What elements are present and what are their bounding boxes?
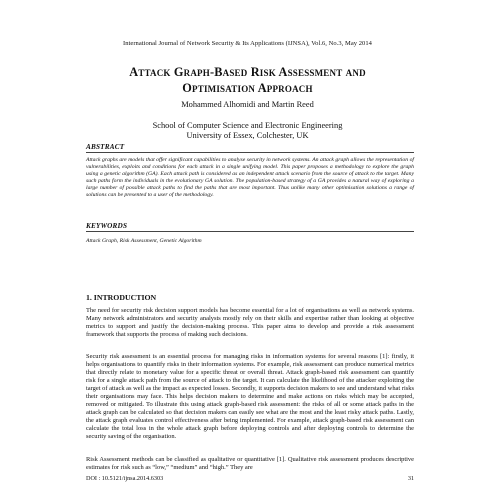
affiliation (0, 121, 495, 141)
keywords-body: Attack Graph, Risk Assessment, Genetic Algorithm (86, 238, 202, 244)
introduction-heading: 1. INTRODUCTION (86, 293, 157, 302)
footer-page-number: 31 (407, 475, 414, 482)
intro-paragraph-2: Security risk assessment is an essential process for managing risks in information systems for several reasons [1]: firstly, it helps organisations to quantify risks in their information systems. For example, risk assessment can produce numerical metrics that directly relate to monetary value for a specific threat or overall threat. Attack graph-based risk assessment can quantify risk for a single attack path from the source of attack to the target. It can calculate the likelihood of the attacker exploiting the target of attack as well as the impact as expected losses. Secondly, it supports decision makers to see and understand what risks their organisations may face. This helps decision makers to determine and make actions on risks which may be accepted, removed or mitigated. To illustrate this using attack graph-based risk assessment: the risks of all or some attack paths in the attack graph can be calculated so that decision makers can easily see what are the most and the least risky attack paths. Lastly, the attack graph evaluates control effectiveness after being implemented. For example, attack graph-based risk assessment can calculate the total loss in the whole attack graph before deploying controls and after deploying controls to determine the security saving of the organisation. (86, 353, 414, 440)
title-line-1: Attack Graph-Based Risk Assessment and (129, 65, 366, 79)
paper-title (40, 64, 455, 96)
abstract-rule (86, 152, 414, 153)
journal-header: International Journal of Network Security & Its Applications (IJNSA), Vol.6, No.3, May 2014 (123, 40, 372, 47)
intro-paragraph-1: The need for security risk decision support models has become essential for a lot of organisations as well as network systems. Many network administrators and security analysts mostly rely on their skills and expertise rather than looking at objective metrics to support and justify the decision-making process. This paper aims to develop and provide a risk assessment framework that supports the process of making such decisions. (86, 307, 414, 338)
abstract-heading: ABSTRACT (86, 143, 125, 151)
affiliation-line-2: University of Essex, Colchester, UK (186, 131, 309, 140)
authors: Mohammed Alhomidi and Martin Reed (181, 100, 314, 109)
footer-doi: DOI : 10.5121/ijnsa.2014.6303 (86, 475, 164, 482)
keywords-rule (86, 231, 414, 232)
intro-paragraph-3: Risk Assessment methods can be classified as qualitative or quantitative [1]. Qualitative risk assessment produces descriptive estimates for risk such as “low,” “medium” and “high.” They are (86, 456, 414, 471)
title-line-2: Optimisation Approach (182, 81, 313, 95)
keywords-heading: KEYWORDS (86, 222, 128, 230)
abstract-body: Attack graphs are models that offer significant capabilities to analyse security in network systems. An attack graph allows the representation of vulnerabilities, exploits and conditions for each attack in a single unifying model. This paper proposes a methodology to explore the graph using a genetic algorithm (GA). Each attack path is considered as an independent attack scenario from the source of attack to the target. Many such paths form the individuals in the evolutionary GA solution. The population-based strategy of a GA provides a natural way of exploring a large number of possible attack paths to find the paths that are most important. Thus unlike many other optimisation solutions a range of solutions can be presented to a user of the methodology. (86, 157, 414, 198)
affiliation-line-1: School of Computer Science and Electronic Engineering (152, 121, 343, 130)
